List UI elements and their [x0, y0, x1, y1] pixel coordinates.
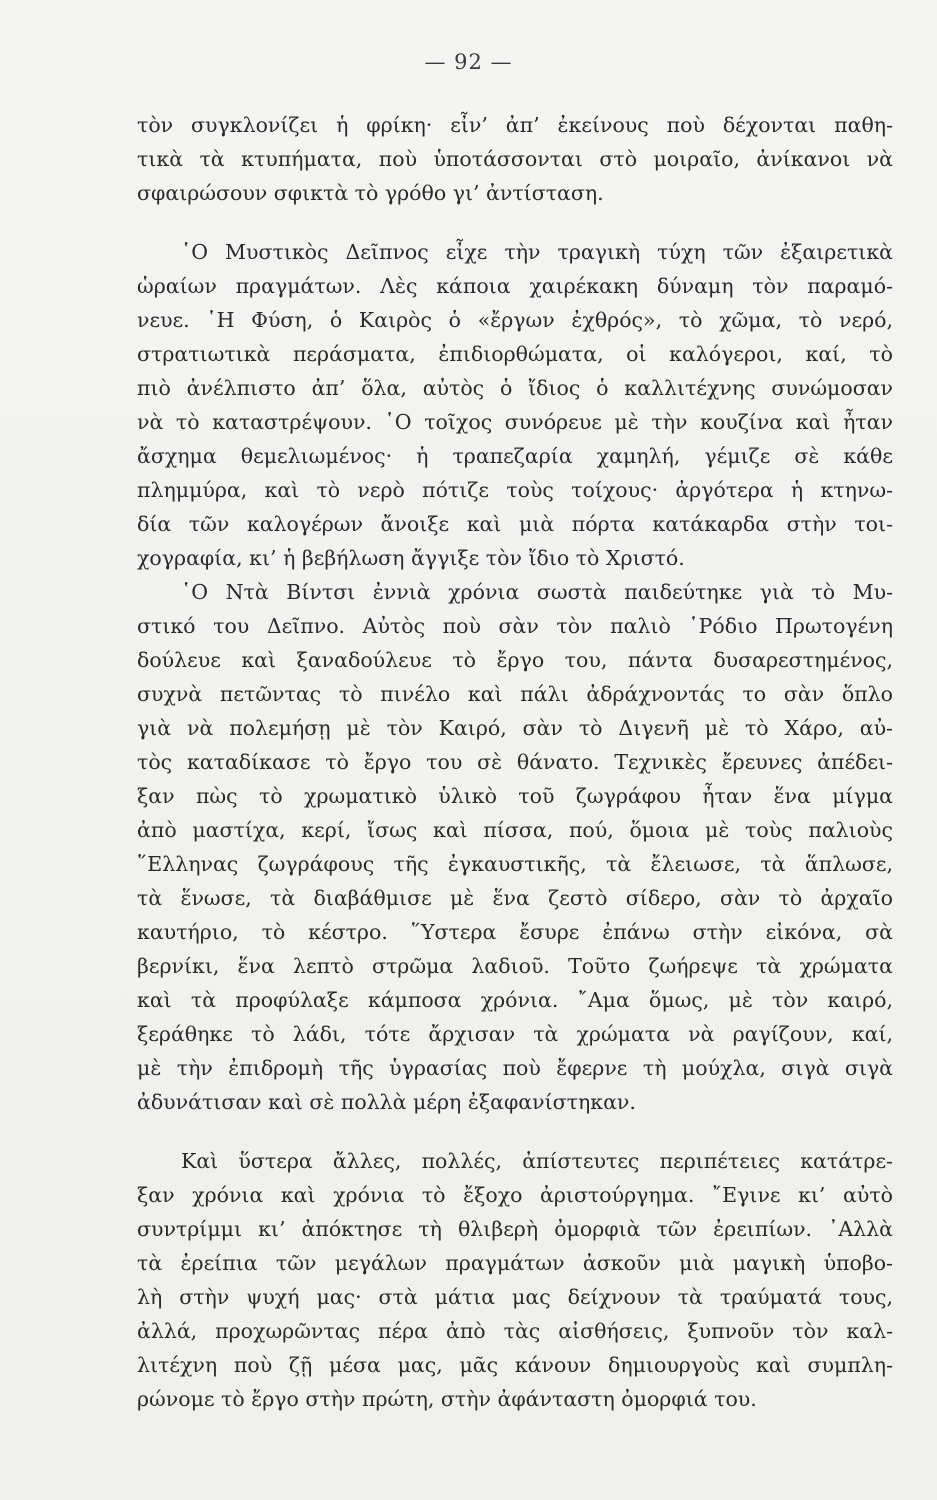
text-line: ῞Ελληνας ζωγράφους τῆς ἐγκαυστικῆς, τὰ ἔλειωσε, τὰ ἅπλωσε,	[137, 852, 893, 876]
text-line: νευε. ῾Η Φύση, ὁ Καιρὸς ὁ «ἔργων ἐχθρός», τὸ χῶμα, τὸ νερό,	[137, 308, 893, 332]
body-text	[137, 108, 893, 1416]
paragraph	[137, 1144, 893, 1416]
text-line: βερνίκι, ἕνα λεπτὸ στρῶμα λαδιοῦ. Τοῦτο ζωήρεψε τὰ χρώματα	[137, 954, 893, 978]
text-line: συχνὰ πετῶντας τὸ πινέλο καὶ πάλι ἀδράχνοντάς το σὰν ὅπλο	[137, 682, 893, 706]
text-line: τὸν συγκλονίζει ἡ φρίκη· εἶν’ ἀπ’ ἐκείνους ποὺ δέχονται παθη-	[137, 113, 893, 137]
text-line: ξαν πὼς τὸ χρωματικὸ ὑλικὸ τοῦ ζωγράφου ἦταν ἕνα μίγμα	[137, 784, 893, 808]
text-line: ἀλλά, προχωρῶντας πέρα ἀπὸ τὰς αἰσθήσεις, ξυπνοῦν τὸν καλ-	[137, 1319, 893, 1343]
text-line: λιτέχνη ποὺ ζῇ μέσα μας, μᾶς κάνουν δημιουργοὺς καὶ συμπλη-	[137, 1353, 893, 1377]
text-line: τὰ ἕνωσε, τὰ διαβάθμισε μὲ ἕνα ζεστὸ σίδερο, σὰν τὸ ἀρχαῖο	[137, 886, 893, 910]
paragraph	[137, 575, 893, 1119]
text-line: στρατιωτικὰ περάσματα, ἐπιδιορθώματα, οἱ καλόγεροι, καί, τὸ	[137, 342, 893, 366]
text-line: καυτήριο, τὸ κέστρο. ῞Υστερα ἔσυρε ἐπάνω στὴν εἰκόνα, σὰ	[137, 920, 893, 944]
text-line: ἄσχημα θεμελιωμένος· ἡ τραπεζαρία χαμηλή, γέμιζε σὲ κάθε	[137, 444, 893, 468]
text-line: συντρίμμι κι’ ἀπόκτησε τὴ θλιβερὴ ὀμορφιὰ τῶν ἐρειπίων. ᾿Αλλὰ	[137, 1217, 893, 1241]
text-line: τὰ ἐρείπια τῶν μεγάλων πραγμάτων ἀσκοῦν μιὰ μαγικὴ ὑποβο-	[137, 1251, 893, 1275]
text-line: καὶ τὰ προφύλαξε κάμποσα χρόνια. ῎Αμα ὅμως, μὲ τὸν καιρό,	[137, 988, 893, 1012]
text-line: στικό του Δεῖπνο. Αὐτὸς ποὺ σὰν τὸν παλιὸ ῾Ρόδιο Πρωτογένη	[137, 614, 893, 638]
text-line: ὡραίων πραγμάτων. Λὲς κάποια χαιρέκακη δύναμη τὸν παραμό-	[137, 274, 893, 298]
paragraph	[137, 235, 893, 575]
text-line: τὸς καταδίκασε τὸ ἔργο του σὲ θάνατο. Τεχνικὲς ἔρευνες ἀπέδει-	[137, 750, 893, 774]
text-line: ἀπὸ μαστίχα, κερί, ἴσως καὶ πίσσα, πού, ὅμοια μὲ τοὺς παλιοὺς	[137, 818, 893, 842]
text-line: σφαιρώσουν σφικτὰ τὸ γρόθο γι’ ἀντίσταση.	[137, 181, 604, 205]
text-line: πλημμύρα, καὶ τὸ νερὸ πότιζε τοὺς τοίχους· ἀργότερα ἡ κτηνω-	[137, 478, 893, 502]
text-line: γιὰ νὰ πολεμήσῃ μὲ τὸν Καιρό, σὰν τὸ Διγενῆ μὲ τὸ Χάρο, αὐ-	[137, 716, 893, 740]
text-line: ξεράθηκε τὸ λάδι, τότε ἄρχισαν τὰ χρώματα νὰ ραγίζουν, καί,	[137, 1022, 893, 1046]
page-number: — 92 —	[424, 50, 513, 74]
paragraph	[137, 108, 893, 210]
paragraph-spacer	[137, 1119, 893, 1144]
text-line: χογραφία, κι’ ἡ βεβήλωση ἄγγιξε τὸν ἴδιο τὸ Χριστό.	[137, 546, 685, 570]
text-line: Καὶ ὕστερα ἄλλες, πολλές, ἀπίστευτες περιπέτειες κατάτρε-	[181, 1149, 893, 1173]
text-line: ξαν χρόνια καὶ χρόνια τὸ ἔξοχο ἀριστούργημα. ῎Εγινε κι’ αὐτὸ	[137, 1183, 893, 1207]
text-line: μὲ τὴν ἐπιδρομὴ τῆς ὑγρασίας ποὺ ἔφερνε τὴ μούχλα, σιγὰ σιγὰ	[137, 1056, 893, 1080]
text-line: δούλευε καὶ ξαναδούλευε τὸ ἔργο του, πάντα δυσαρεστημένος,	[137, 648, 893, 672]
text-line: ῾Ο Ντὰ Βίντσι ἐννιὰ χρόνια σωστὰ παιδεύτηκε γιὰ τὸ Μυ-	[181, 580, 893, 604]
text-line: νὰ τὸ καταστρέψουν. ῾Ο τοῖχος συνόρευε μὲ τὴν κουζίνα καὶ ἦταν	[137, 410, 893, 434]
text-line: ἀδυνάτισαν καὶ σὲ πολλὰ μέρη ἐξαφανίστηκαν.	[137, 1090, 636, 1114]
text-line: ῾Ο Μυστικὸς Δεῖπνος εἶχε τὴν τραγικὴ τύχη τῶν ἐξαιρετικὰ	[181, 240, 893, 264]
text-line: λὴ στὴν ψυχή μας· στὰ μάτια μας δείχνουν τὰ τραύματά τους,	[137, 1285, 893, 1309]
text-line: πιὸ ἀνέλπιστο ἀπ’ ὅλα, αὐτὸς ὁ ἴδιος ὁ καλλιτέχνης συνώμοσαν	[137, 376, 893, 400]
text-line: τικὰ τὰ κτυπήματα, ποὺ ὑποτάσσονται στὸ μοιραῖο, ἀνίκανοι νὰ	[137, 147, 893, 171]
text-line: δία τῶν καλογέρων ἄνοιξε καὶ μιὰ πόρτα κατάκαρδα στὴν τοι-	[137, 512, 893, 536]
text-line: ρώνομε τὸ ἔργο στὴν πρώτη, στὴν ἀφάνταστη ὀμορφιά του.	[137, 1387, 757, 1411]
paragraph-spacer	[137, 210, 893, 235]
